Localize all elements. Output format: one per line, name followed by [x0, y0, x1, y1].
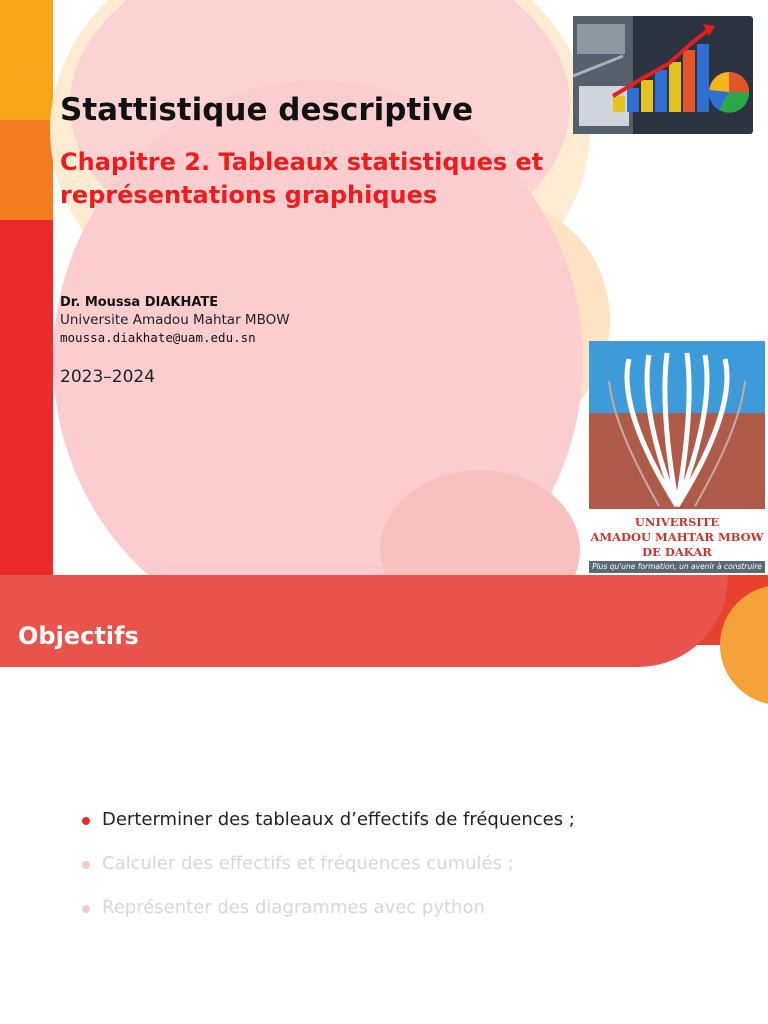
sidebar-band — [0, 0, 53, 575]
objectives-slide — [0, 575, 768, 1024]
list-item — [80, 809, 575, 853]
section-heading: Objectifs — [18, 622, 139, 650]
bullet-dot-icon — [82, 861, 90, 869]
bullet-dot-icon — [82, 817, 90, 825]
page-title: Stattistique descriptive — [60, 92, 474, 128]
academic-year: 2023–2024 — [60, 367, 156, 387]
author-name: Dr. Moussa DIAKHATE — [60, 295, 219, 310]
list-item — [80, 897, 575, 941]
logo-caption-line2: AMADOU MAHTAR MBOW — [590, 530, 764, 544]
list-item-text: Derterminer des tableaux d’effectifs de fréquences ; — [102, 809, 575, 830]
logo-motto: Plus qu'une formation, un avenir à construire — [589, 561, 765, 573]
list-item-text: Calculer des effectifs et fréquences cumulés ; — [102, 853, 514, 874]
objectives-list — [80, 809, 575, 941]
logo-caption-line3: DE DAKAR — [642, 545, 712, 559]
section-banner — [0, 575, 728, 667]
list-item-text: Représenter des diagrammes avec python — [102, 897, 485, 918]
logo-caption-line1: UNIVERSITE — [634, 515, 720, 529]
logo-emblem-icon — [589, 341, 765, 509]
author-email: moussa.diakhate@uam.edu.sn — [60, 330, 256, 345]
chart-photo-image — [573, 16, 753, 134]
chapter-subtitle: Chapitre 2. Tableaux statistiques et représentations graphiques — [60, 148, 544, 209]
university-logo — [589, 341, 765, 574]
list-item — [80, 853, 575, 897]
author-affiliation: Universite Amadou Mahtar MBOW — [60, 312, 290, 328]
bullet-dot-icon — [82, 905, 90, 913]
